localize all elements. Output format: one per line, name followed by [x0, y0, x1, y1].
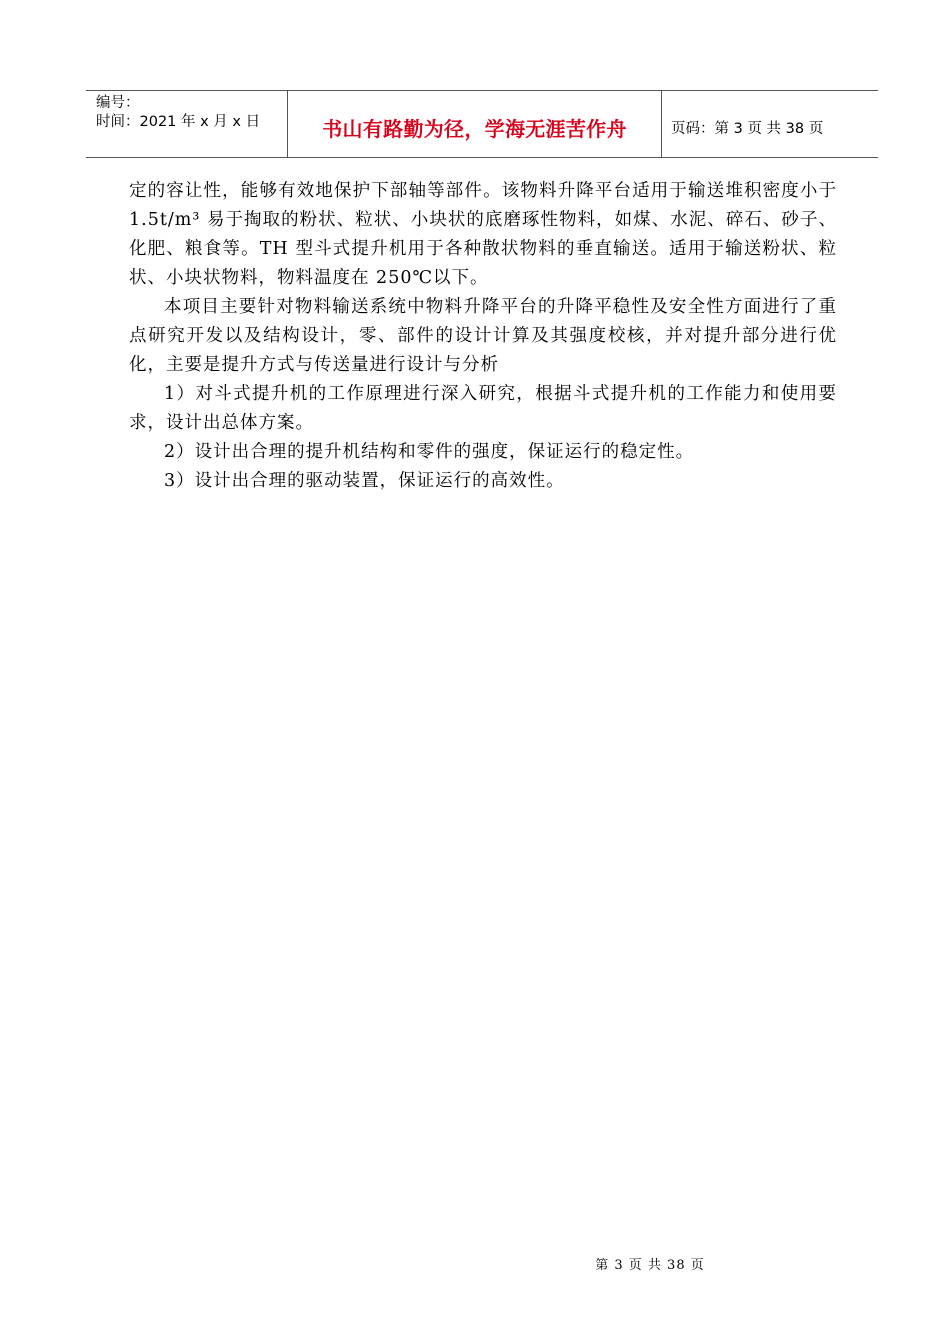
list-item-3: 3）设计出合理的驱动装置，保证运行的高效性。 — [164, 471, 565, 491]
page-header — [86, 90, 878, 158]
list-item-2: 2）设计出合理的提升机结构和零件的强度，保证运行的稳定性。 — [164, 442, 695, 462]
header-page-cell — [662, 91, 878, 157]
list-item-1: 1）对斗式提升机的工作原理进行深入研究，根据斗式提升机的工作能力和使用要求，设计出总体方案。 — [129, 384, 837, 433]
document-time-label: 时间：2021 年 x 月 x 日 — [96, 114, 261, 130]
header-page-number: 页码：第 3 页 共 38 页 — [671, 121, 824, 137]
document-body — [129, 177, 837, 496]
paragraph-project-scope: 本项目主要针对物料输送系统中物料升降平台的升降平稳性及安全性方面进行了重点研究开发以及结构设计，零、部件的设计计算及其强度校核，并对提升部分进行优化，主要是提升方式与传送量进行设计与分析 — [129, 297, 837, 375]
header-info-cell — [86, 91, 288, 157]
page-footer: 第 3 页 共 38 页 — [595, 1258, 705, 1273]
paragraph-continuation: 定的容让性，能够有效地保护下部轴等部件。该物料升降平台适用于输送堆积密度小于 1.5t/m³ 易于掏取的粉状、粒状、小块状的底磨琢性物料，如煤、水泥、碎石、砂子、化肥、粮食等。TH 型斗式提升机用于各种散状物料的垂直输送。适用于输送粉状、粒状、小块状物料，物料温度在 250℃以下。 — [129, 181, 837, 288]
document-number-label: 编号： — [96, 95, 140, 111]
header-motto-cell — [288, 91, 662, 157]
motto-text: 书山有路勤为径，学海无涯苦作舟 — [322, 117, 627, 141]
